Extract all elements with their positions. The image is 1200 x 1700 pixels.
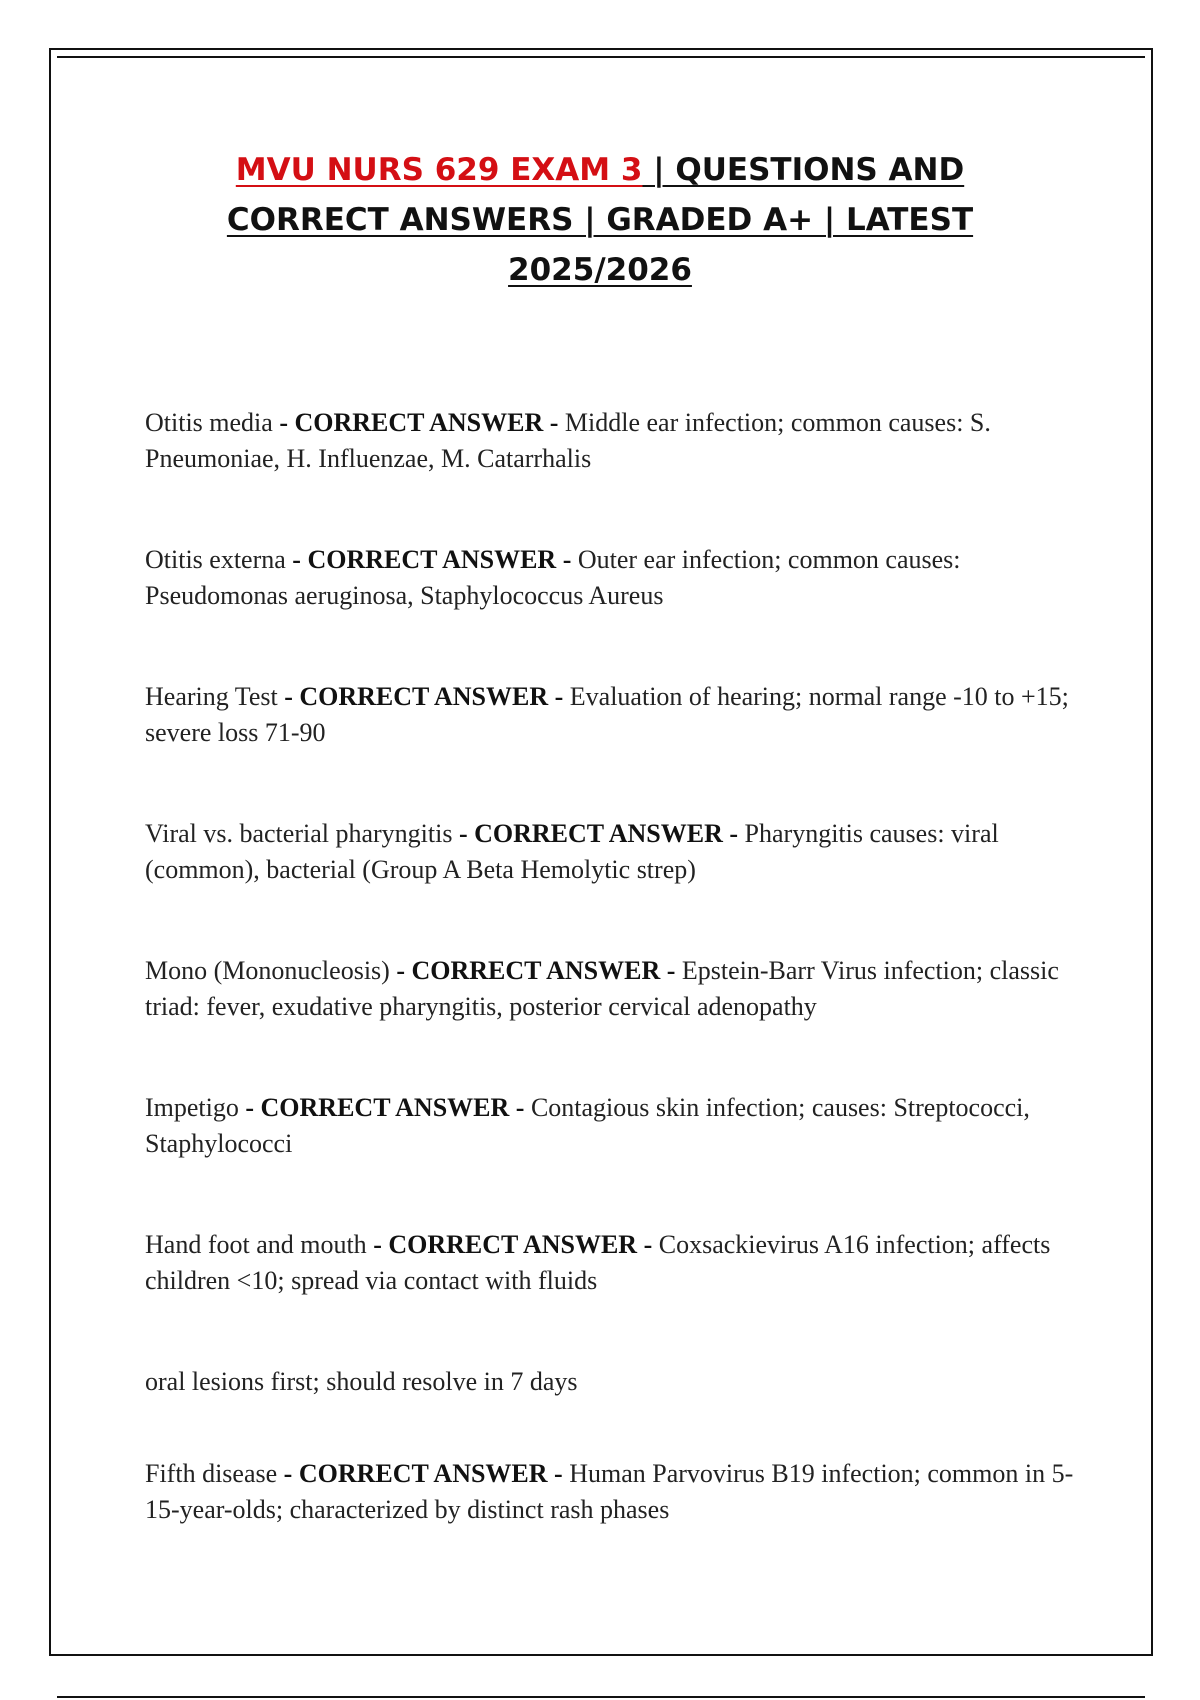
qa-entry — [145, 816, 1075, 888]
qa-entry — [145, 953, 1075, 1025]
entry-answer: Pharyngitis causes: viral (common), bacterial (Group A Beta Hemolytic strep) — [145, 819, 999, 884]
correct-answer-label: - CORRECT ANSWER - — [285, 545, 578, 574]
correct-answer-label: - CORRECT ANSWER - — [366, 1230, 659, 1259]
qa-entry — [145, 1456, 1075, 1528]
entry-term: Fifth disease — [145, 1459, 278, 1488]
title-course-code: MVU NURS 629 EXAM 3 — [235, 152, 643, 188]
qa-entry — [145, 1227, 1075, 1299]
entry-term: Viral vs. bacterial pharyngitis — [145, 819, 453, 848]
correct-answer-label: - CORRECT ANSWER - — [452, 819, 745, 848]
correct-answer-label: - CORRECT ANSWER - — [277, 682, 570, 711]
qa-entry — [145, 1090, 1075, 1162]
entry-answer: Coxsackievirus A16 infection; affects children <10; spread via contact with fluids — [145, 1230, 1051, 1295]
correct-answer-label: - CORRECT ANSWER - — [277, 1459, 570, 1488]
qa-entry — [145, 679, 1075, 751]
entry-answer: Contagious skin infection; causes: Streptococci, Staphylococci — [145, 1093, 1030, 1158]
entry-answer: Outer ear infection; common causes: Pseudomonas aeruginosa, Staphylococcus Aureus — [145, 545, 961, 610]
entry-term: Otitis media — [145, 408, 273, 437]
entry-term: Hearing Test — [145, 682, 278, 711]
title-line1-rest: | QUESTIONS AND — [642, 152, 965, 188]
qa-entry — [145, 405, 1075, 477]
entry-answer: Evaluation of hearing; normal range -10 to +15; severe loss 71-90 — [145, 682, 1069, 747]
entry-answer: Epstein-Barr Virus infection; classic triad: fever, exudative pharyngitis, posterior cervical adenopathy — [145, 956, 1059, 1021]
correct-answer-label: - CORRECT ANSWER - — [272, 408, 565, 437]
entry-term: Hand foot and mouth — [145, 1230, 367, 1259]
bottom-rule — [57, 1696, 1145, 1698]
correct-answer-label: - CORRECT ANSWER - — [389, 956, 682, 985]
entry-term: Otitis externa — [145, 545, 286, 574]
qa-list — [145, 405, 1075, 1593]
entry-answer: Middle ear infection; common causes: S. Pneumoniae, H. Influenzae, M. Catarrhalis — [145, 408, 991, 473]
correct-answer-label: - CORRECT ANSWER - — [238, 1093, 531, 1122]
entry-answer: Human Parvovirus B19 infection; common in 5-15-year-olds; characterized by distinct rash phases — [145, 1459, 1074, 1524]
top-rule — [57, 56, 1145, 58]
title-line2: CORRECT ANSWERS | GRADED A+ | LATEST — [226, 202, 974, 238]
title-line3: 2025/2026 — [508, 252, 692, 288]
entry-term: Mono (Mononucleosis) — [145, 956, 390, 985]
qa-entry — [145, 542, 1075, 614]
document-title — [150, 145, 1050, 295]
entry-note: oral lesions first; should resolve in 7 days — [145, 1367, 578, 1396]
entry-term: Impetigo — [145, 1093, 239, 1122]
